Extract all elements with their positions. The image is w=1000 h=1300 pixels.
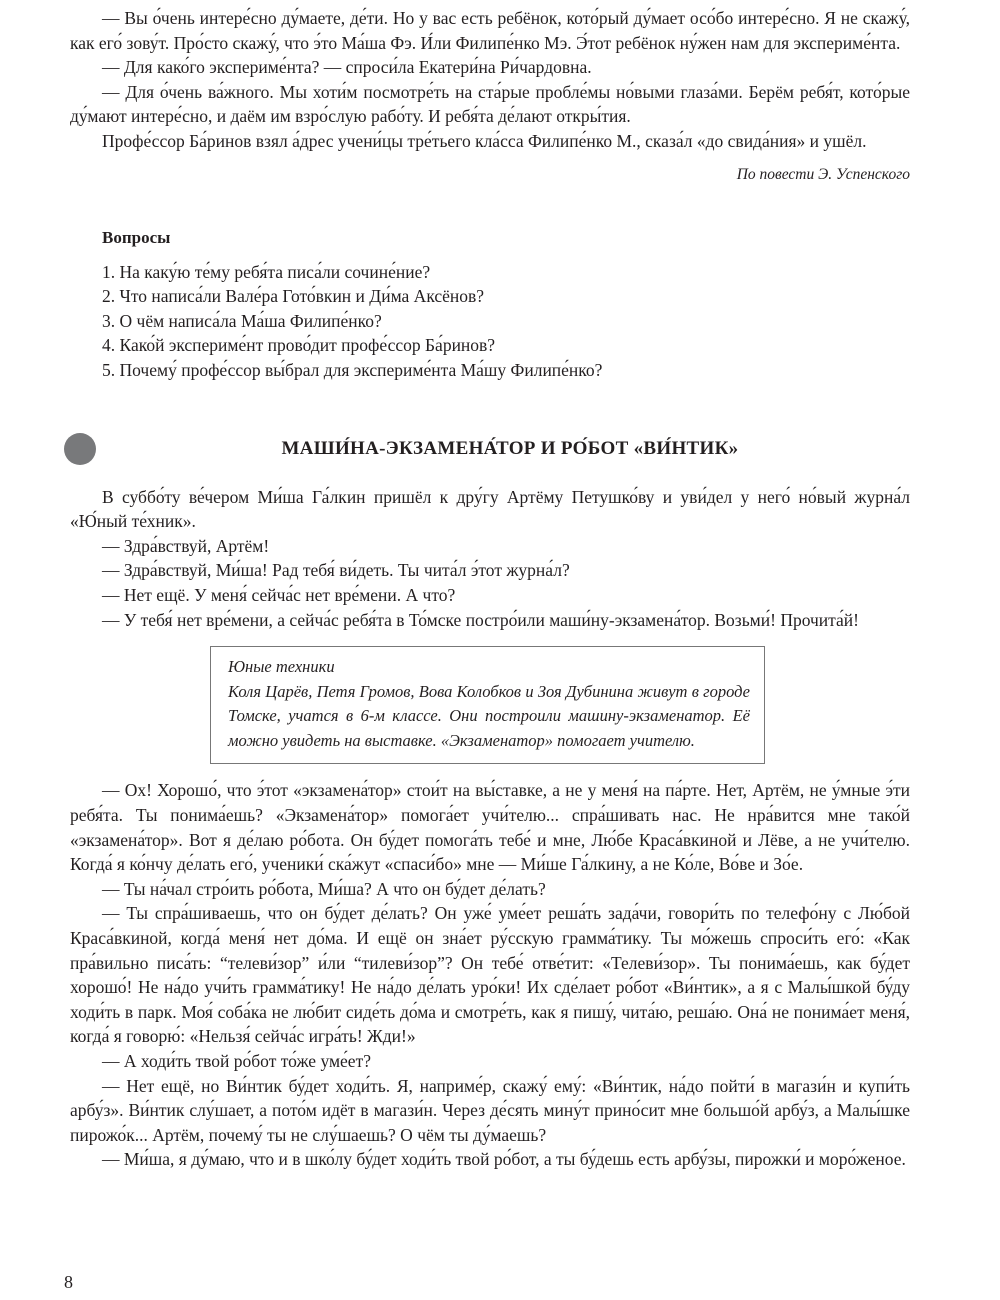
paragraph: — Вы о́чень интере́сно ду́маете, де́ти. Но у вас есть ребёнок, кото́рый ду́мает осо́бо интере́сно. Я не скажу́, как его́ зову́т. Про́сто скажу́, что э́то Ма́ша Фэ. И́ли Филипе́нко Мэ. Э́тот ребёнок ну́жен нам для экспериме́нта. [70, 8, 910, 53]
page-number: 8 [64, 1272, 73, 1292]
intro-text [70, 6, 910, 154]
questions-title: Вопросы [102, 227, 171, 247]
paragraph: — Нет ещё, но Ви́нтик бу́дет ходи́ть. Я, наприме́р, скажу́ ему́: «Ви́нтик, на́до пойти́ в магази́н и купи́ть арбу́з». Ви́нтик слу́шает, а пото́м идёт в магази́н. Через де́сять мину́т прино́сит мне большо́й арбу́з, а Малы́шке пирожо́к... Артём, почему́ ты не слу́шаешь? О чём ты ду́маешь? [70, 1075, 910, 1145]
paragraph: — Для како́го экспериме́нта? — спроси́ла Екатери́на Ри́чардовна. [102, 57, 592, 78]
news-box-title: Юные техники [228, 657, 335, 677]
attribution: По повести Э. Успенского [736, 165, 910, 183]
paragraph: В суббо́ту ве́чером Ми́ша Га́лкин пришёл к дру́гу Артёму Петушко́ву и уви́дел у него́ но́вый журна́л «Ю́ный те́хник». [70, 486, 910, 532]
section-title: МАШИ́НА-ЭКЗАМЕНА́ТОР И РО́БОТ «ВИ́НТИК» [281, 437, 739, 459]
paragraph: — Нет ещё. У меня́ сейча́с нет вре́мени. А что? [102, 584, 456, 605]
news-box [210, 646, 765, 764]
paragraph: — Для о́чень ва́жного. Мы хоти́м посмотре́ть на ста́рые пробле́мы но́выми глаза́ми. Берём ребя́т, кото́рые ду́мают интере́сно, и даём им взро́слую рабо́ту. И ребя́та де́лают откры́тия. [70, 81, 910, 127]
story-text [70, 485, 910, 1172]
section-bullet-icon [64, 433, 96, 465]
paragraph: — У тебя́ нет вре́мени, а сейча́с ребя́та в То́мске постро́или маши́ну-экзамена́тор. Возьми́! Прочита́й! [102, 609, 859, 630]
news-box-body: Коля Царёв, Петя Громов, Вова Колобков и Зоя Дубинина живут в городе Томске, учатся в 6-м классе. Они построили машину-экзаменатор. Её можно увидеть на выставке. «Экзаменатор» помогает учителю. [228, 681, 750, 750]
paragraph: — А ходи́ть твой ро́бот то́же уме́ет? [102, 1051, 371, 1071]
paragraph: — Ми́ша, я ду́маю, что и в шко́лу бу́дет ходи́ть твой ро́бот, а ты бу́дешь есть арбу́зы, пирожки́ и моро́женое. [102, 1149, 906, 1170]
question-item: 2. Что написа́ли Вале́ра Гото́вкин и Ди́ма Аксёнов? [102, 286, 485, 307]
question-item: 5. Почему́ профе́ссор вы́брал для экспериме́нта Ма́шу Филипе́нко? [102, 359, 603, 380]
book-page [70, 0, 910, 1172]
question-item: 4. Како́й экспериме́нт прово́дит профе́ссор Ба́ринов? [102, 335, 496, 356]
question-item: 1. На каку́ю те́му ребя́та писа́ли сочине́ние? [102, 261, 431, 282]
questions-block [70, 226, 910, 383]
questions-list [102, 260, 910, 383]
paragraph: — Ох! Хорошо́, что э́тот «экзамена́тор» стои́т на вы́ставке, а не у меня́ на па́рте. Нет, Артём, не у́мные э́ти ребя́та. Ты понима́ешь? «Экзамена́тор» помога́ет учи́телю... спра́шивать нас. Не нра́вится мне тако́й «экзамена́тор». Вот я де́лаю ро́бота. Он бу́дет помога́ть тебе́ и мне, Лю́бе Краса́вкиной и Лёве, а не учи́телю. Когда́ я ко́нчу де́лать его́, ученики́ ска́жут «спаси́бо» мне — Ми́ше Га́лкину, а не Ко́ле, Во́ве и Зо́е. [70, 780, 910, 875]
paragraph: — Здра́вствуй, Ми́ша! Рад тебя́ ви́деть. Ты чита́л э́тот журна́л? [102, 560, 570, 581]
paragraph: Профе́ссор Ба́ринов взял а́дрес учени́цы тре́тьего кла́сса Филипе́нко М., сказа́л «до свида́ния» и ушёл. [102, 130, 867, 151]
question-item: 3. О чём написа́ла Ма́ша Филипе́нко? [102, 310, 382, 331]
paragraph: — Ты на́чал стро́ить ро́бота, Ми́ша? А что он бу́дет де́лать? [102, 878, 546, 899]
section-header [70, 429, 910, 469]
paragraph: — Здра́вствуй, Артём! [102, 535, 270, 556]
paragraph: — Ты спра́шиваешь, что он бу́дет де́лать? Он уже́ уме́ет реша́ть зада́чи, говори́ть по телефо́ну с Лю́бой Краса́вкиной, когда́ меня́ нет до́ма. И ещё он зна́ет ру́сскую грамма́тику. Ты мо́жешь спроси́ть его́: «Как пра́вильно писа́ть: “телеви́зор” и́ли “тилеви́зор”? Он тебе́ отве́тит: «Телеви́зор». Ты понима́ешь, как бу́дет хорошо́! Не на́до учи́ть грамма́тику! Не на́до де́лать уро́ки! Их сде́лает ро́бот «Ви́нтик», а я с Малы́шкой бу́ду ходи́ть в парк. Моя́ соба́ка не лю́бит сиде́ть до́ма и смотре́ть, как я пишу́, чита́ю, реша́ю. Она́ не понима́ет меня́, когда́ я говорю́: «Нельзя́ сейча́с игра́ть! Жди!» [70, 903, 910, 1047]
